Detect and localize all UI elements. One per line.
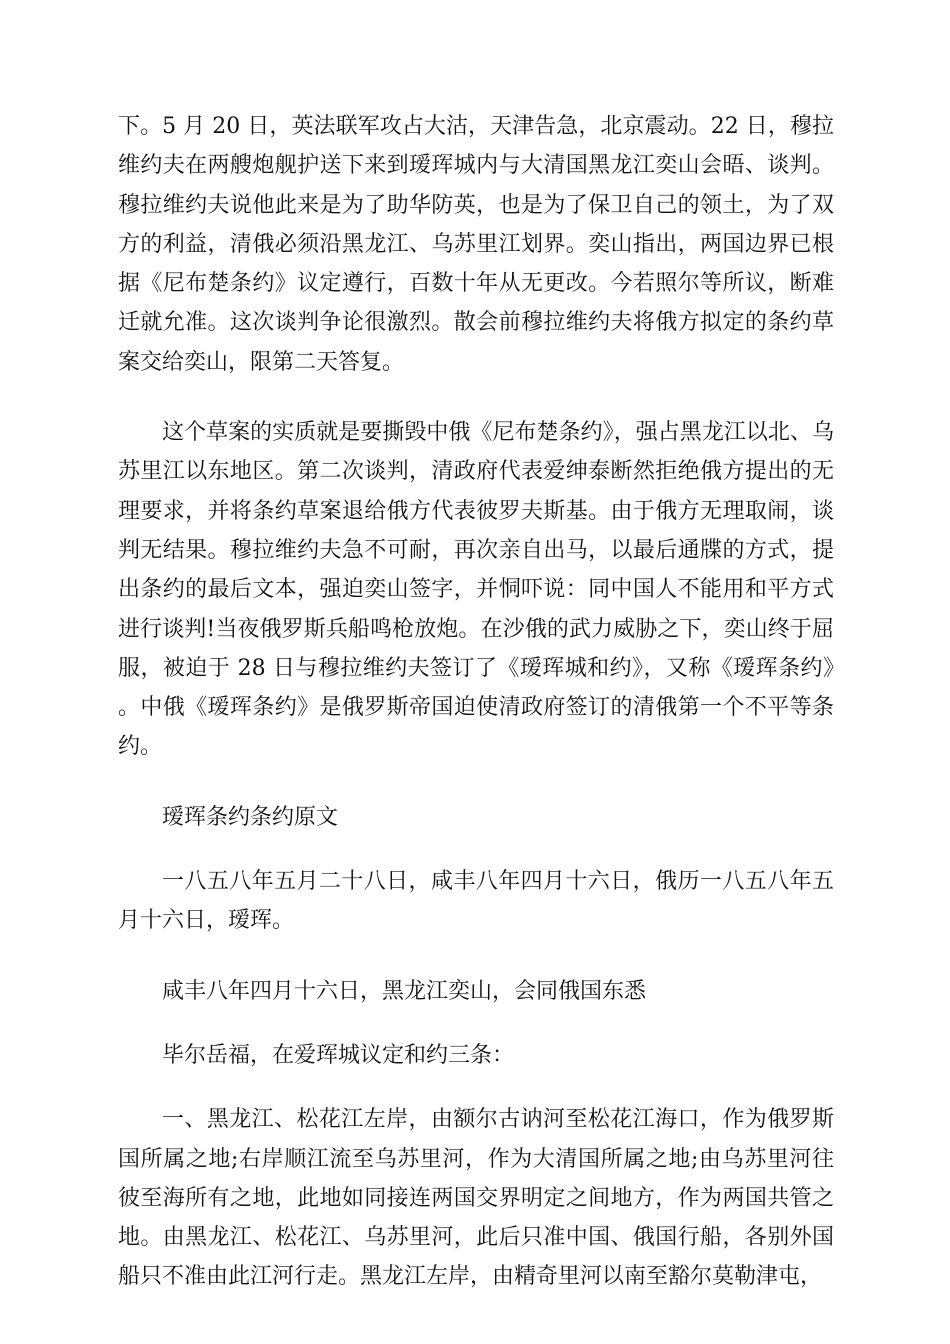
paragraph-draft-treaty: 这个草案的实质就是要撕毁中俄《尼布楚条约》，强占黑龙江以北、乌苏里江以东地区。第二次谈判，清政府代表爱绅泰断然拒绝俄方提出的无理要求，并将条约草案退给俄方代表彼罗夫斯基。由于俄方无理取闹，谈判无结果。穆拉维约夫急不可耐，再次亲自出马，以最后通牒的方式，提出条约的最后文本，强迫奕山签字，并恫吓说：同中国人不能用和平方式进行谈判!当夜俄罗斯兵船鸣枪放炮。在沙俄的武力威胁之下，奕山终于屈服，被迫于 28 日与穆拉维约夫签订了《瑷珲城和约》，又称《瑷珲条约》。中俄《瑷珲条约》是俄罗斯帝国迫使清政府签订的清俄第一个不平等条约。	[118, 420, 834, 760]
paragraph-continued: 下。5 月 20 日，英法联军攻占大沽，天津告急，北京震动。22 日，穆拉维约夫在两艘炮舰护送下来到瑷珲城内与大清国黑龙江奕山会晤、谈判。穆拉维约夫说他此来是为了助华防英，也是为了保卫自己的领土，为了双方的利益，清俄必须沿黑龙江、乌苏里江划界。奕山指出，两国边界已根据《尼布楚条约》议定遵行，百数十年从无更改。今若照尔等所议，断难迁就允准。这次谈判争论很激烈。散会前穆拉维约夫将俄方拟定的条约草案交给奕山，限第二天答复。	[118, 114, 834, 375]
paragraph-signatories: 咸丰八年四月十六日，黑龙江奕山，会同俄国东悉	[162, 978, 647, 1004]
document-body	[118, 107, 834, 1297]
paragraph-treaty-date: 一八五八年五月二十八日，咸丰八年四月十六日，俄历一八五八年五月十六日，瑷珲。	[118, 869, 834, 934]
paragraph-article-one: 一、黑龙江、松花江左岸，由额尔古讷河至松花江海口，作为俄罗斯国所属之地;右岸顺江流至乌苏里河，作为大清国所属之地;由乌苏里河往彼至海所有之地，此地如同接连两国交界明定之间地方，作为两国共管之地。由黑龙江、松花江、乌苏里河，此后只准中国、俄国行船，各别外国船只不准由此江河行走。黑龙江左岸，由精奇里河以南至豁尔莫勒津屯，	[118, 1107, 834, 1290]
section-heading-treaty-text: 瑷珲条约条约原文	[162, 804, 339, 830]
paragraph-articles-intro: 毕尔岳福，在爱珲城议定和约三条：	[162, 1042, 515, 1068]
